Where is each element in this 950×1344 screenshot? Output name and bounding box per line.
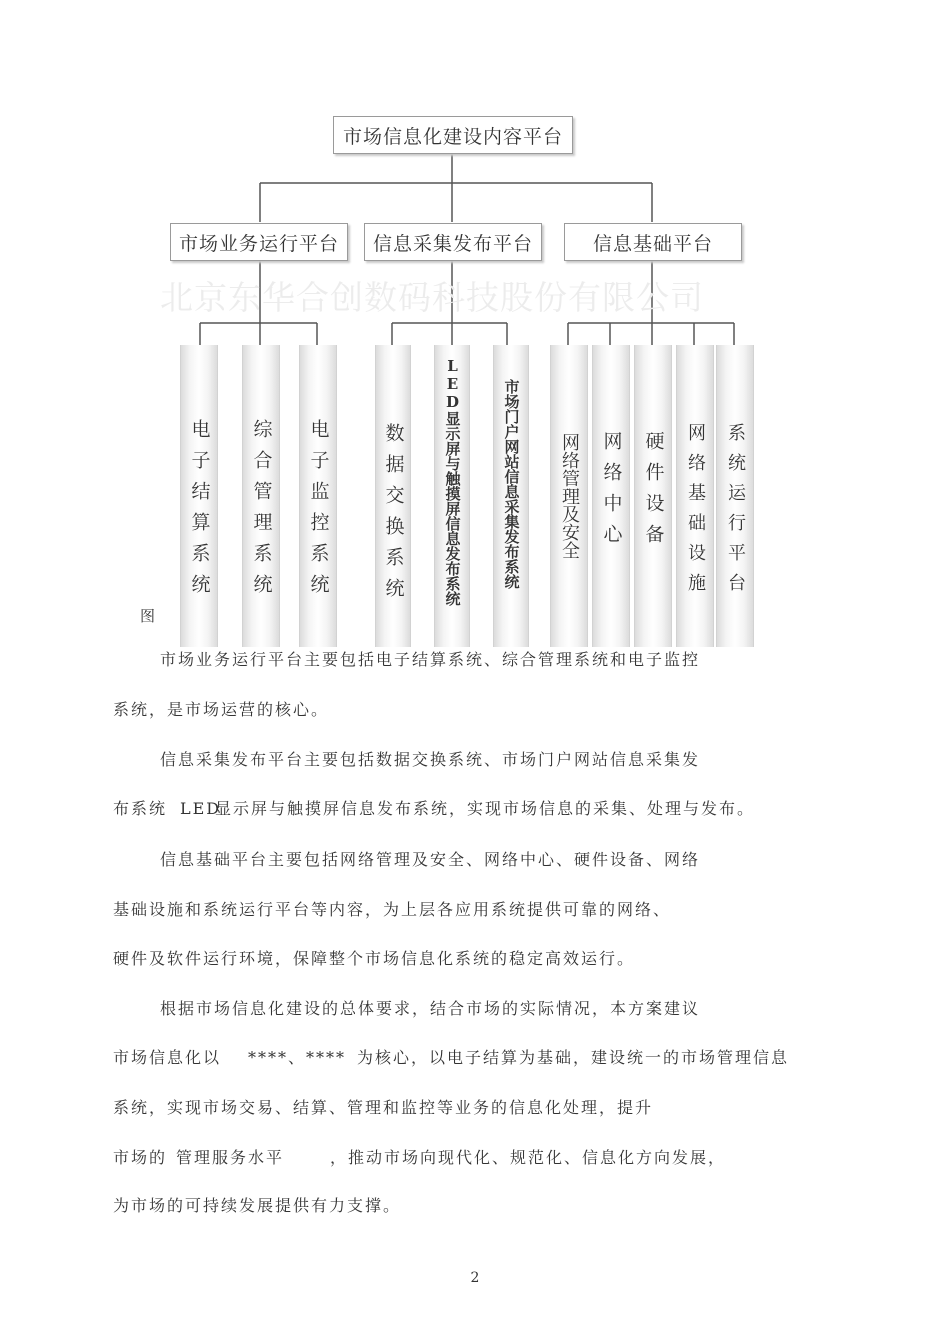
leaf-network-security [550,345,588,647]
leaf-label: LED显示屏与触摸屏信息发布系统 [443,357,462,606]
leaf-label: 硬件设备 [642,431,665,555]
leaf-label: 网络管理及安全 [559,433,580,559]
branch-node-information: 信息采集发布平台 [364,223,542,261]
leaf-label: 网络基础设施 [685,423,706,603]
leaf-label: 市场门户网站信息采集发布系统 [502,379,521,589]
text-line: 市场信息化以 [113,1048,222,1067]
leaf-label: 电子监控系统 [307,419,330,605]
text-line: 信息基础平台主要包括网络管理及安全、网络中心、硬件设备、网络 [160,850,701,869]
text-line: 硬件及软件运行环境，保障整个市场信息化系统的稳定高效运行。 [113,949,636,968]
leaf-electronic-settlement [180,345,218,647]
text-line: 系统，是市场运营的核心。 [113,700,330,719]
structure-diagram [160,105,760,650]
figure-marker: 图 [140,607,156,625]
leaf-data-exchange [375,345,411,647]
leaf-led-display [434,345,470,647]
text-line: 根据市场信息化建设的总体要求，结合市场的实际情况，本方案建议 [160,999,701,1018]
text-line: 市场业务运行平台主要包括电子结算系统、综合管理系统和电子监控 [160,650,701,669]
inline-led: LED [180,799,222,818]
text-line: 布系统 [113,799,168,818]
text-line: 为核心，以电子结算为基础，建设统一的市场管理信息 [357,1048,790,1067]
branch-node-business: 市场业务运行平台 [170,223,348,261]
leaf-portal-site [493,345,529,647]
text-line: 系统，实现市场交易、结算、管理和监控等业务的信息化处理，提升 [113,1098,654,1117]
leaf-network-infrastructure [676,345,714,647]
text-line: 管理服务水平 [176,1148,285,1167]
leaf-integrated-management [242,345,280,647]
text-line: 市场的 [113,1148,168,1167]
stars-text: ****、**** [248,1048,347,1067]
leaf-label: 数据交换系统 [382,423,405,609]
text-line: 信息采集发布平台主要包括数据交换系统、市场门户网站信息采集发 [160,750,701,769]
leaf-label: 网络中心 [600,431,623,555]
text-line: 为市场的可持续发展提供有力支撑。 [113,1196,402,1215]
text-line: 基础设施和系统运行平台等内容，为上层各应用系统提供可靠的网络、 [113,900,672,919]
leaf-hardware [634,345,672,647]
leaf-label: 系统运行平台 [725,423,746,603]
leaf-electronic-monitoring [299,345,337,647]
branch-node-infrastructure: 信息基础平台 [564,223,742,261]
root-node: 市场信息化建设内容平台 [333,116,573,154]
leaf-label: 电子结算系统 [188,419,211,605]
text-line: 显示屏与触摸屏信息发布系统，实现市场信息的采集、处理与发布。 [215,799,756,818]
leaf-network-center [592,345,630,647]
leaf-system-platform [716,345,754,647]
leaf-label: 综合管理系统 [250,419,273,605]
watermark-text: 北京东华合创数码科技股份有限公司 [160,278,704,317]
page-number: 2 [470,1270,480,1286]
text-line: ，推动市场向现代化、规范化、信息化方向发展， [330,1148,727,1167]
